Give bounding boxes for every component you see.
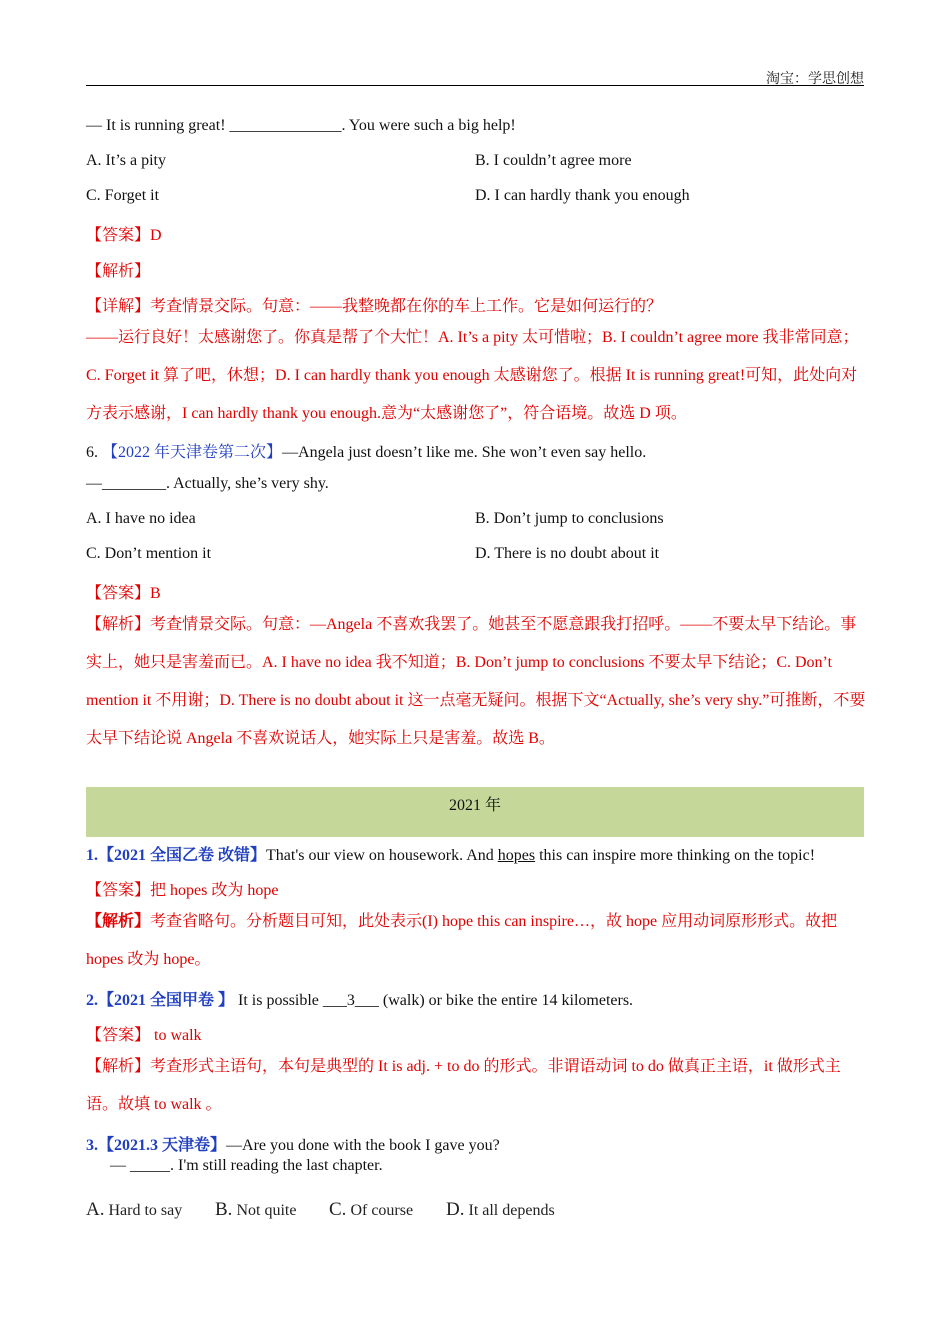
y3-option-c-text: Of course [346,1202,414,1219]
y1-analysis-text: 考查省略句。分析题目可知，此处表示(I) hope this can inspire…，故 hope 应用动词原形形式。故把 hopes 改为 hope。 [86,913,838,968]
q6-source-tag: 【2022 年天津卷第二次】 [102,444,283,461]
q6-option-b: B. Don’t jump to conclusions [475,510,664,527]
y2-stem [86,987,633,1010]
q5-analysis-label: 【解析】 [86,263,151,280]
q6-dialogue-line: —________. Actually, she’s very shy. [86,475,329,492]
y2-text-b: (walk) or bike the entire 14 kilometers. [378,992,634,1009]
y1-number: 1. [86,847,98,864]
y2-answer: 【答案】 to walk [86,1027,202,1044]
y1-stem [86,842,815,865]
q5-dialogue-line: — It is running great! ______________. You were such a big help! [86,117,516,134]
y3-option-b [215,1199,296,1221]
y3-option-a-letter: A. [86,1199,105,1220]
y1-underlined-word: hopes [497,847,536,864]
q5-detail-body: ——运行良好！太感谢您了。你真是帮了个大忙！A. It’s a pity 太可惜啦；B. I couldn’t agree more 我非常同意；C. Forget it 算了吧，休想；D. I can hardly thank you enough 太感谢您了。根据 It is running great!可知，此处向对方表示感谢，I can hardly thank you enough.意为“太感谢您了”，符合语境。故选 D 项。 [86,329,859,422]
header-divider [86,85,864,86]
q6-option-c: C. Don’t mention it [86,545,212,562]
y3-option-d-letter: D. [446,1199,465,1220]
y3-option-b-letter: B. [215,1199,233,1220]
y1-analysis [86,903,866,979]
y3-number: 3. [86,1137,98,1154]
y1-answer: 【答案】把 hopes 改为 hope [86,882,279,899]
y2-blank: ___3___ [322,992,379,1009]
y2-text-a: It is possible [234,992,323,1009]
q6-analysis: 【解析】考查情景交际。句意：—Angela 不喜欢我罢了。她甚至不愿意跟我打招呼。——不要太早下结论。事实上，她只是害羞而已。A. I have no idea 我不知道；B. Don’t jump to conclusions 不要太早下结论；C. Don’t mention it 不用谢；D. There is no doubt about it 这一点毫无疑问。根据下文“Actually, she’s very shy.”可推断，不要太早下结论说 Angela 不喜欢说话人，她实际上只是害羞。故选 B。 [86,616,866,747]
y2-analysis: 【解析】考查形式主语句，本句是典型的 It is adj. + to do 的形式。非谓语动词 to do 做真正主语，it 做形式主语。故填 to walk 。 [86,1058,841,1113]
y3-option-a-text: Hard to say [104,1202,183,1219]
q5-answer: 【答案】D [86,227,162,244]
y1-analysis-label: 【解析】 [86,913,151,930]
y1-text-a: That's our view on housework. And [266,847,498,864]
q6-answer: 【答案】B [86,585,161,602]
y3-stem [86,1132,500,1155]
year-section-label: 2021 年 [448,797,501,814]
q6-stem-text: —Angela just doesn’t like me. She won’t even say hello. [282,444,647,461]
y3-source-tag: 【2021.3 天津卷】 [98,1137,227,1154]
q6-stem [86,439,646,462]
header-source-text: 淘宝：学思创想 [766,72,864,87]
y3-option-d [446,1199,555,1221]
q6-number: 6. [86,444,102,461]
y3-dialogue-line: — _____. I'm still reading the last chapter. [110,1157,383,1174]
y3-option-c [329,1199,413,1221]
y3-option-c-letter: C. [329,1199,347,1220]
y3-stem-text: —Are you done with the book I gave you? [226,1137,500,1154]
q6-option-d: D. There is no doubt about it [475,545,660,562]
year-section-bar [86,787,864,837]
q5-option-c: C. Forget it [86,187,160,204]
y3-option-d-text: It all depends [464,1202,555,1219]
y2-source-tag: 【2021 全国甲卷 】 [98,992,235,1009]
y3-option-a [86,1199,182,1221]
q5-option-d: D. I can hardly thank you enough [475,187,690,204]
q5-detail-intro: 【详解】考查情景交际。句意：——我整晚都在你的车上工作。它是如何运行的？ [86,298,663,315]
y1-text-b: this can inspire more thinking on the topic! [535,847,816,864]
q5-option-a: A. It’s a pity [86,152,166,169]
y1-source-tag: 【2021 全国乙卷 改错】 [98,847,267,864]
y3-option-b-text: Not quite [232,1202,297,1219]
q5-option-b: B. I couldn’t agree more [475,152,632,169]
y2-number: 2. [86,992,98,1009]
q6-option-a: A. I have no idea [86,510,196,527]
